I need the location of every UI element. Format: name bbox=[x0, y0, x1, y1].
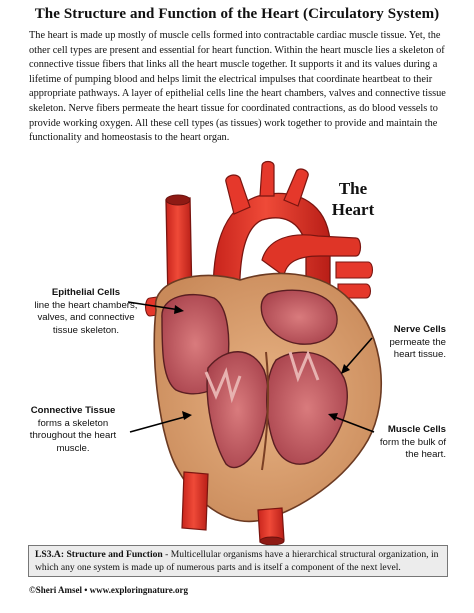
footer-credit: ©Sheri Amsel • www.exploringnature.org bbox=[29, 585, 188, 595]
descending-aorta-opening bbox=[260, 537, 284, 545]
intro-paragraph: The heart is made up mostly of muscle cells formed into contractable cardiac muscle tissue. Yet, the other cell types are present and essential for heart function. Within the heart muscle lies a skeleton of connective tissue fibers that links all the heart muscle together. It supports it and its values during a lifetime of pumping blood and helps limit the electrical impulses that coordinate heartbeat to their appropriate pathways. A layer of epithelial cells line the heart chambers, valves and connective tissue skeleton. Nerve fibers permeate the heart tissue for coordinated contractions, as do blood vessels to provide working oxygen. All these cell types (as tissues) work together to provide and maintain the functionality and homeostasis to the heart organ. bbox=[29, 30, 446, 144]
nerve-label bbox=[370, 324, 446, 362]
epithelial-label-text: line the heart chambers, valves, and connective tissue skeleton. bbox=[34, 299, 138, 336]
page-title: The Structure and Function of the Heart (Circulatory System) bbox=[34, 6, 440, 22]
carotid-artery bbox=[260, 162, 274, 197]
standard-code: LS3.A: Structure and Function bbox=[35, 549, 163, 560]
pulmonary-vein-right bbox=[336, 262, 373, 278]
nerve-label-text: permeate the heart tissue. bbox=[389, 336, 446, 361]
heart-heading bbox=[318, 178, 388, 220]
standard-box bbox=[28, 545, 448, 577]
brachiocephalic-artery bbox=[226, 175, 250, 214]
muscle-label-title: Muscle Cells bbox=[387, 424, 446, 435]
standard-text: - Multicellular organisms have a hierarchical structural organization, in which any one system is made up of numerous parts and is itself a component of the next level. bbox=[35, 549, 439, 573]
muscle-label bbox=[370, 424, 446, 462]
superior-vena-cava-opening bbox=[166, 195, 190, 205]
muscle-label-text: form the bulk of the heart. bbox=[379, 436, 446, 461]
heart-heading-line1: The bbox=[338, 179, 368, 198]
connective-label-title: Connective Tissue bbox=[30, 405, 116, 416]
nerve-label-title: Nerve Cells bbox=[393, 324, 446, 335]
connective-label-text: forms a skeleton throughout the heart muscle. bbox=[29, 417, 117, 454]
epithelial-label-title: Epithelial Cells bbox=[51, 287, 121, 298]
epithelial-label bbox=[24, 287, 148, 337]
connective-label bbox=[14, 405, 132, 455]
inferior-vena-cava bbox=[182, 472, 208, 530]
heart-heading-line2: Heart bbox=[331, 200, 375, 219]
